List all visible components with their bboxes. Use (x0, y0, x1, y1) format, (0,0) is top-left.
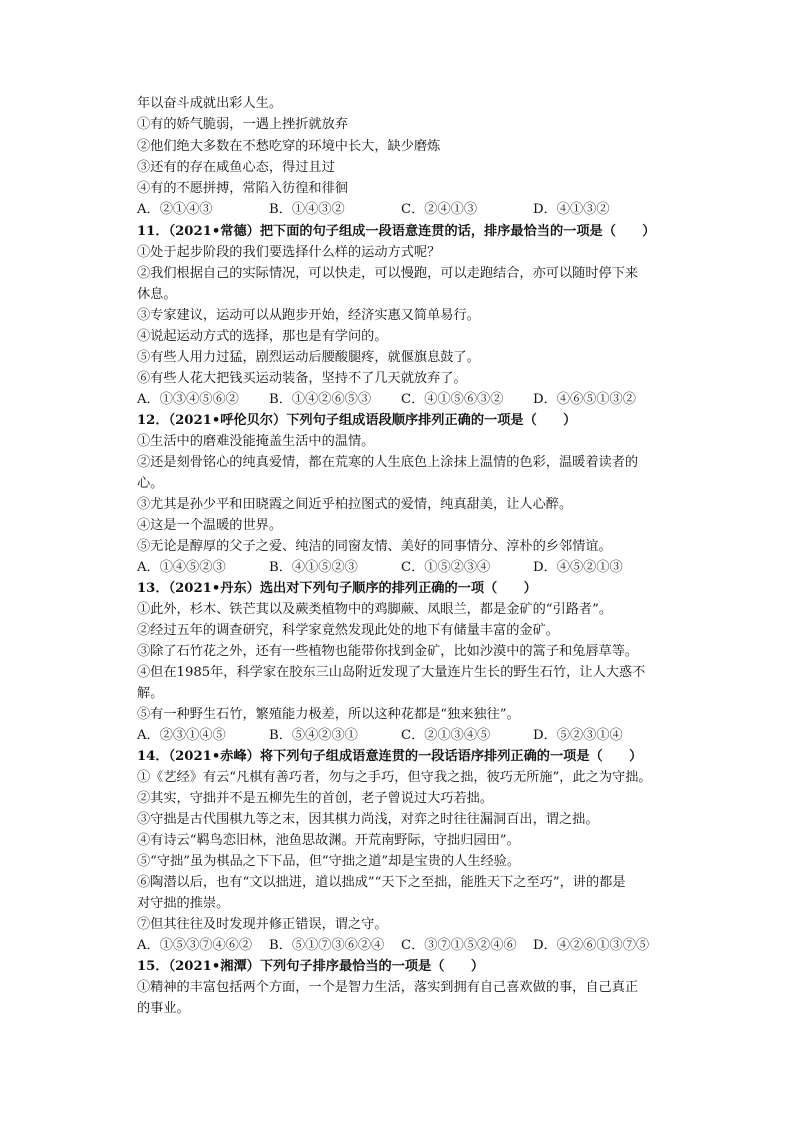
q14-item: ⑥陶潜以后，也有“文以拙进，道以拙成”“天下之至拙，能胜天下之至巧”，讲的都是 (137, 875, 626, 890)
q14-item: ①《艺经》有云“凡棋有善巧者，勿与之手巧，但守我之拙，彼巧无所施”，此之为守拙。 (137, 770, 652, 785)
q13-item-continued: 解。 (137, 686, 164, 701)
q10-option-a: A．②①④③ (137, 202, 213, 217)
q14-item: ⑤“守拙”虽为棋品之下下品，但“守拙之道”却是宝贵的人生经验。 (137, 854, 521, 869)
q13-option-b: B．⑤④②③① (269, 728, 358, 743)
q12-item: ④这是一个温暖的世界。 (137, 518, 283, 533)
q10-text-line: 年以奋斗成就出彩人生。 (137, 96, 283, 111)
q15-stem: 15．（2021•湘潭）下列句子排序最恰当的一项是（ ） (137, 959, 485, 974)
q11-option-a: A．①③④⑤⑥② (137, 392, 239, 407)
q12-option-c: C．①⑤②③④ (401, 560, 491, 575)
q12-options (137, 558, 697, 578)
q10-option-b: B．①④③② (269, 202, 345, 217)
q13-option-a: A．②③①④⑤ (137, 728, 226, 743)
q15-item-continued: 的事业。 (137, 1001, 190, 1016)
q12-item: ②还是刻骨铭心的纯真爱情，都在荒寒的人生底色上涂抹上温情的色彩，温暖着读者的 (137, 455, 639, 470)
q10-item-4: ④有的不愿拼搏，常陷入彷徨和徘徊 (137, 181, 348, 196)
q14-item: ②其实，守拙并不是五柳先生的首创，老子曾说过大巧若拙。 (137, 791, 494, 806)
q13-item: ④但在1985年，科学家在胶东三山岛附近发现了大量连片生长的野生石竹，让人大惑不 (137, 665, 646, 680)
q10-item-1: ①有的娇气脆弱，一遇上挫折就放弃 (137, 117, 348, 132)
q10-item-2: ②他们绝大多数在不愁吃穿的环境中长大，缺少磨炼 (137, 139, 441, 154)
q13-item: ⑤有一种野生石竹，繁殖能力极差，所以这种花都是“独来独往”。 (137, 707, 520, 722)
q14-options (137, 936, 697, 956)
q11-item: ④说起运动方式的选择，那也是有学问的。 (137, 329, 388, 344)
q14-stem: 14．（2021•赤峰）将下列句子组成语意连贯的一段话语序排列正确的一项是（ ） (137, 749, 643, 764)
q14-option-b: B．⑤①⑦③⑥②④ (269, 938, 385, 953)
q13-options (137, 726, 697, 746)
q11-option-d: D．④⑥⑤①③② (533, 392, 636, 407)
q11-item: ⑥有些人花大把钱买运动装备，坚持不了几天就放弃了。 (137, 371, 467, 386)
q10-option-d: D．④①③② (533, 202, 610, 217)
q14-option-d: D．④②⑥①③⑦⑤ (533, 938, 650, 953)
q11-item: ②我们根据自己的实际情况，可以快走，可以慢跑，可以走跑结合，亦可以随时停下来 (137, 266, 639, 281)
q11-item: ①处于起步阶段的我们要选择什么样的运动方式呢？ (137, 245, 441, 260)
q12-stem: 12．（2021•呼伦贝尔）下列句子组成语段顺序排列正确的一项是（ ） (137, 413, 577, 428)
q11-option-c: C．④①⑤⑥③② (401, 392, 504, 407)
q12-option-b: B．④①⑤②③ (269, 560, 358, 575)
q14-option-c: C．③⑦①⑤②④⑥ (401, 938, 517, 953)
q12-option-d: D．④⑤②①③ (533, 560, 623, 575)
q14-item: ⑦但其往往及时发现并修正错误，谓之守。 (137, 917, 388, 932)
q13-option-d: D．⑤②③①④ (533, 728, 623, 743)
q13-item: ③除了石竹花之外，还有一些植物也能带你找到金矿，比如沙漠中的篙子和兔唇草等。 (137, 644, 639, 659)
q10-options (137, 200, 697, 220)
q13-option-c: C．②①③④⑤ (401, 728, 491, 743)
q11-options (137, 390, 697, 410)
q14-option-a: A．①⑤③⑦④⑥② (137, 938, 253, 953)
q12-item: ①生活中的磨难没能掩盖生活中的温情。 (137, 434, 375, 449)
q14-item-continued: 对守拙的推崇。 (137, 896, 230, 911)
q10-item-3: ③还有的存在咸鱼心态，得过且过 (137, 160, 335, 175)
q10-option-c: C．②④①③ (401, 202, 478, 217)
q13-item: ①此外，杉木、铁芒萁以及蕨类植物中的鸡脚蕨、凤眼兰，都是金矿的“引路者”。 (137, 602, 613, 617)
q11-item: ③专家建议，运动可以从跑步开始，经济实惠又简单易行。 (137, 308, 480, 323)
q11-item: ⑤有些人用力过猛，剧烈运动后腰酸腿疼，就偃旗息鼓了。 (137, 350, 480, 365)
q12-item: ③尤其是孙少平和田晓霞之间近乎柏拉图式的爱情，纯真甜美，让人心醉。 (137, 497, 573, 512)
q12-item: ⑤无论是醇厚的父子之爱、纯洁的同窗友情、美好的同事情分、淳朴的乡邻情谊。 (137, 539, 612, 554)
q14-item: ③守拙是古代围棋九等之末，因其棋力尚浅，对弈之时往往漏洞百出，谓之拙。 (137, 812, 599, 827)
q14-item: ④有诗云“羁鸟恋旧林，池鱼思故渊。开荒南野际，守拙归园田”。 (137, 833, 520, 848)
q11-option-b: B．①④②⑥⑤③ (269, 392, 372, 407)
q15-item: ①精神的丰富包括两个方面，一个是智力生活，落实到拥有自己喜欢做的事，自己真正 (137, 980, 639, 995)
q13-stem: 13．（2021•丹东）选出对下列句子顺序的排列正确的一项（ ） (137, 581, 537, 596)
q11-stem: 11．（2021•常德）把下面的句子组成一段语意连贯的话，排序最恰当的一项是（ ） (137, 224, 656, 239)
q13-item: ②经过五年的调查研究，科学家竟然发现此处的地下有储量丰富的金矿。 (137, 623, 559, 638)
q11-item-continued: 休息。 (137, 287, 177, 302)
q12-item-continued: 心。 (137, 476, 164, 491)
q12-option-a: A．①④⑤②③ (137, 560, 226, 575)
